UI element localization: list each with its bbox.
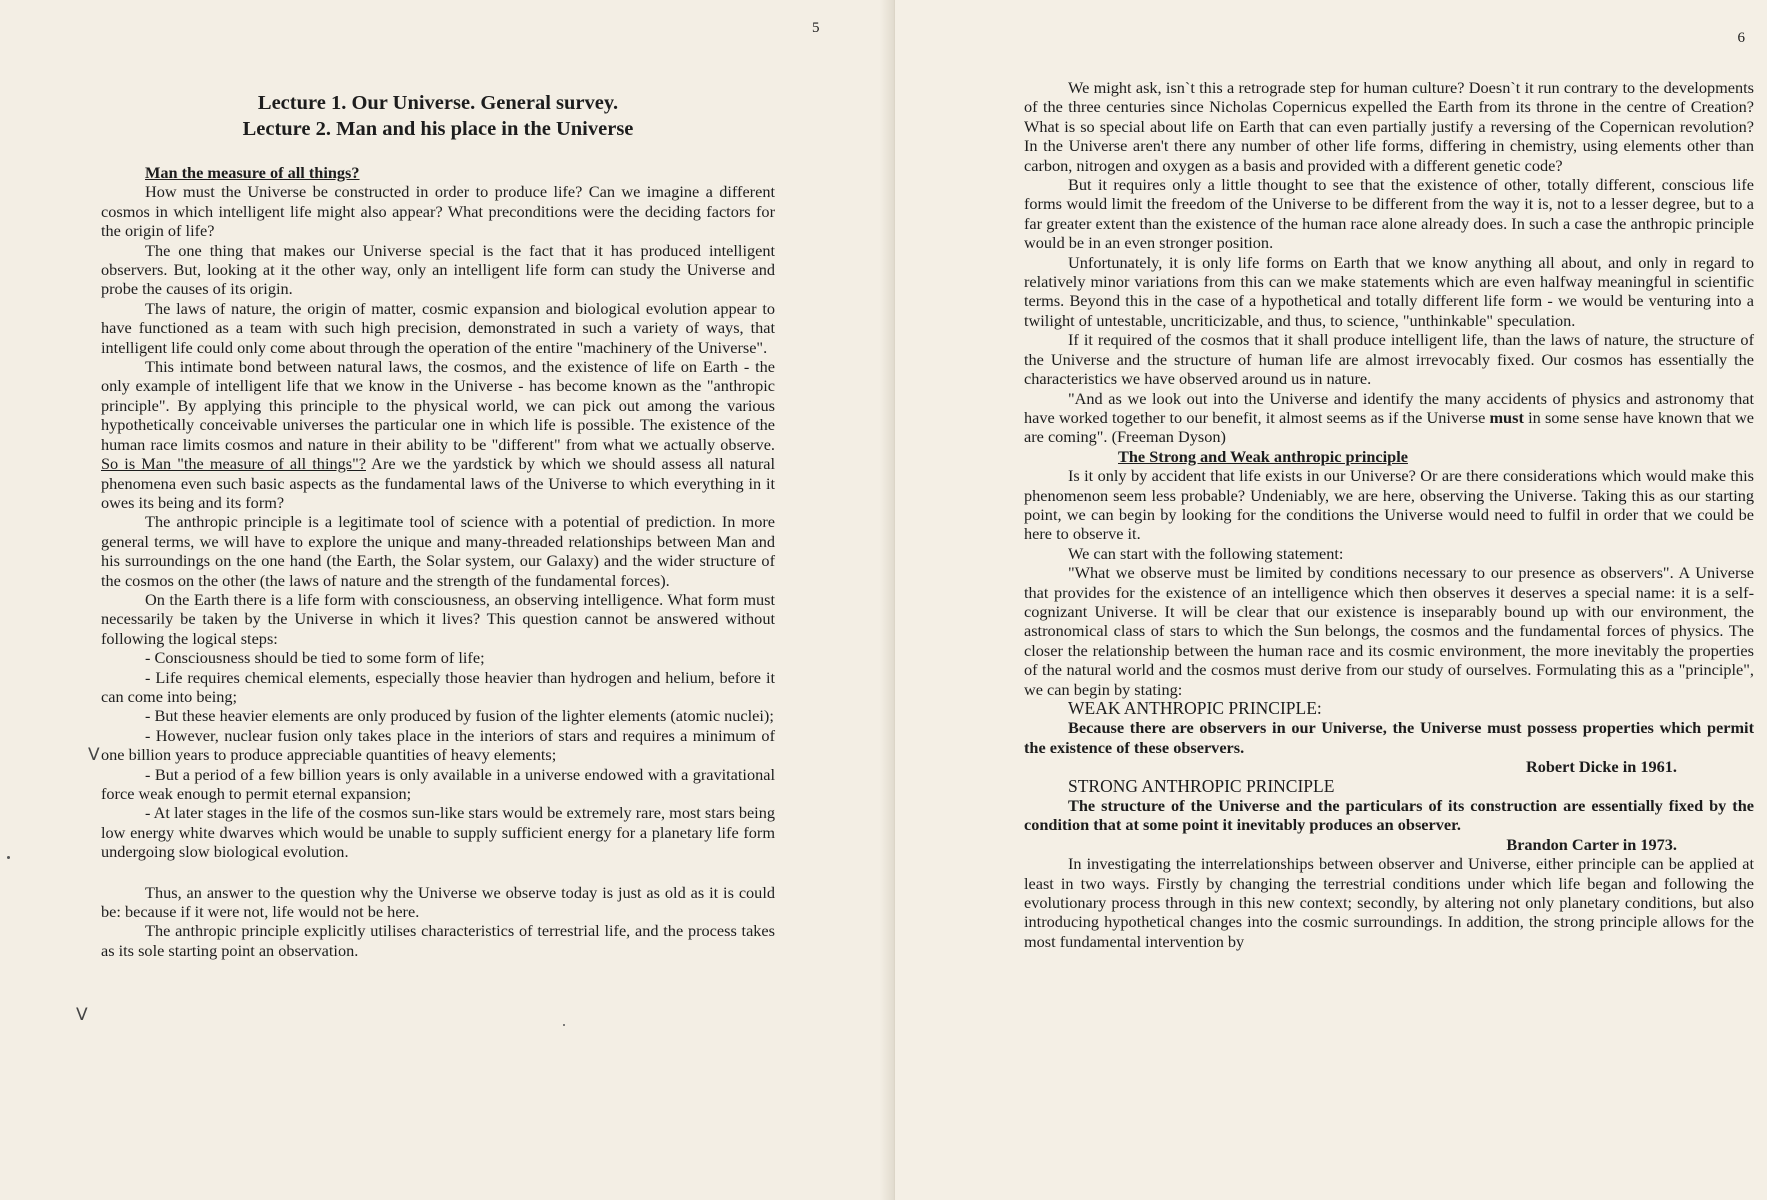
emphasis: must	[1489, 407, 1524, 427]
handwritten-tick: V	[76, 1005, 88, 1025]
strong-principle-text: The structure of the Universe and the particulars of its construction are essentially fixed by the condition that at some point it inevitably produces an observer.	[1024, 796, 1754, 835]
paragraph: "What we observe must be limited by conditions necessary to our presence as observers". A Universe that provides for the existence of an intelligence which then observes it deserves a special name: it is a self-cognizant Universe. It will be clear that our existence is inseparably bound up with our environment, the astronomical class of stars to which the Sun belongs, the cosmos and the fundamental forces of physics. The closer the relationship between the human race and its cosmic environment, the more inevitably the properties of the natural world and the cosmos must derive from our study of ourselves. Formulating this as a "principle", we can begin by stating:	[1024, 563, 1754, 699]
page-number: 5	[812, 20, 820, 36]
strong-principle-attribution: Brandon Carter in 1973.	[1506, 834, 1677, 854]
left-page-body	[101, 163, 775, 960]
paragraph: We can start with the following statement:	[1068, 543, 1344, 563]
list-item: - But a period of a few billion years is only available in a universe endowed with a gravitational force weak enough to permit eternal expansion;	[101, 764, 775, 803]
lecture-title-1: Lecture 1. Our Universe. General survey.	[257, 92, 619, 114]
paragraph: The anthropic principle is a legitimate tool of science with a potential of prediction. In more general terms, we will have to explore the unique and many-threaded relationships between Man and his surroundings on the one hand (the Earth, the Solar system, our Galaxy) and the wider structure of the cosmos on the other (the laws of nature and the strength of the fundamental forces).	[101, 512, 775, 590]
lecture-titles	[101, 90, 775, 142]
list-item: - At later stages in the life of the cosmos sun-like stars would be extremely rare, most stars being low energy white dwarves which would be unable to supply sufficient energy for a planetary life form undergoing slow biological evolution.	[101, 803, 775, 862]
right-page-body	[1024, 78, 1754, 951]
list-item: - Life requires chemical elements, especially those heavier than hydrogen and helium, before it can come into being;	[101, 667, 775, 706]
paragraph-text: in some sense have known that we are coming". (Freeman Dyson)	[1024, 407, 1754, 447]
page-number: 6	[1737, 30, 1745, 46]
ink-dot	[563, 1024, 565, 1026]
paragraph	[101, 357, 775, 512]
paragraph: Unfortunately, it is only life forms on Earth that we know anything all about, and only in regard to relatively minor variations from this can we make statements which are even halfway meaningful in scientific terms. Beyond this in the case of a hypothetical and totally different life form - we would be venturing into a twilight of untestable, uncriticizable, and thus, to science, "unthinkable" speculation.	[1024, 252, 1754, 330]
lecture-title-2: Lecture 2. Man and his place in the Universe	[242, 118, 634, 140]
paragraph	[1024, 389, 1754, 447]
ink-dot	[7, 856, 10, 859]
list-item: - But these heavier elements are only produced by fusion of the lighter elements (atomic nuclei);	[145, 706, 774, 726]
list-item: - However, nuclear fusion only takes place in the interiors of stars and requires a minimum of one billion years to produce appreciable quantities of heavy elements;	[101, 725, 775, 765]
paragraph: But it requires only a little thought to see that the existence of other, totally different, conscious life forms would limit the freedom of the Universe to be different from the way it is, not to a lesser degree, but to a far greater extent than the existence of the human race alone already does. In such a case the anthropic principle would be in an even stronger position.	[1024, 175, 1754, 253]
paragraph: The laws of nature, the origin of matter, cosmic expansion and biological evolution appear to have functioned as a team with such high precision, demonstrated in such a variety of ways, that intelligent life could only come about through the operation of the entire "machinery of the Universe".	[101, 298, 775, 357]
paragraph: How must the Universe be constructed in order to produce life? Can we imagine a different cosmos in which intelligent life might also appear? What preconditions were the deciding factors for the origin of life?	[101, 182, 775, 241]
list-item: - Consciousness should be tied to some form of life;	[145, 648, 485, 668]
paragraph: If it required of the cosmos that it shall produce intelligent life, than the laws of nature, the structure of the Universe and the structure of human life are almost irrevocably fixed. Our cosmos has essentially the characteristics we have observed around us in nature.	[1024, 330, 1754, 389]
right-page	[895, 0, 1767, 1200]
paragraph-text: This intimate bond between natural laws, the cosmos, and the existence of life on Earth - the only example of intelligent life that we know in the Universe - has become known as the "anthropic principle". By applying this principle to the physical world, we can pick out among the various hypothetically conceivable universes the particular one in which life is possible. The existence of the human race limits cosmos and nature in their ability to be "different" from what we actually observe.	[101, 357, 775, 454]
paragraph: On the Earth there is a life form with consciousness, an observing intelligence. What form must necessarily be taken by the Universe in which it lives? This question cannot be answered without following the logical steps:	[101, 589, 775, 648]
section-heading: The Strong and Weak anthropic principle	[1118, 446, 1408, 466]
section-heading: Man the measure of all things?	[145, 163, 360, 182]
weak-principle-text: Because there are observers in our Universe, the Universe must possess properties which permit the existence of these observers.	[1024, 718, 1754, 757]
paragraph-text: "And as we look out into the Universe and identify the many accidents of physics and astronomy that have worked together to our benefit, it almost seems as if the Universe	[1024, 388, 1754, 427]
paragraph: We might ask, isn`t this a retrograde step for human culture? Doesn`t it run contrary to the developments of the three centuries since Nicholas Copernicus expelled the Earth from its throne in the centre of Creation? What is so special about life on Earth that can even partially justify a reversing of the Copernican revolution? In the Universe aren't there any number of other life forms, differing in chemistry, using elements other than carbon, nitrogen and oxygen as a basis and provided with a different genetic code?	[1024, 78, 1754, 175]
paragraph: Is it only by accident that life exists in our Universe? Or are there considerations which would make this phenomenon seem less probable? Undeniably, we are here, observing the Universe. Taking this as our starting point, we can begin by looking for the conditions the Universe would need to fulfil in order that we could be here to observe it.	[1024, 466, 1754, 544]
paragraph: The one thing that makes our Universe special is the fact that it has produced intelligent observers. But, looking at it the other way, only an intelligent life form can study the Universe and probe the causes of its origin.	[101, 240, 775, 299]
paragraph: Thus, an answer to the question why the Universe we observe today is just as old as it is could be: because if it were not, life would not be here.	[101, 882, 775, 922]
paragraph-text: Are we the yardstick by which we should assess all natural phenomena even such basic aspects as the fundamental laws of the Universe to which everything in it owes its being and its form?	[101, 454, 775, 512]
underlined-question: So is Man "the measure of all things"?	[101, 454, 366, 474]
spacer	[101, 862, 775, 883]
strong-principle-heading: STRONG ANTHROPIC PRINCIPLE	[1068, 775, 1335, 796]
weak-principle-attribution: Robert Dicke in 1961.	[1525, 757, 1677, 777]
paragraph: The anthropic principle explicitly utilises characteristics of terrestrial life, and the process takes as its sole starting point an observation.	[101, 921, 775, 960]
handwritten-tick: V	[88, 745, 100, 765]
paragraph: In investigating the interrelationships between observer and Universe, either principle can be applied at least in two ways. Firstly by changing the terrestrial conditions under which life began and following the evolutionary process through in this new context; secondly, by altering not only planetary conditions, but also introducing hypothetical changes into the cosmic surroundings. In addition, the strong principle allows for the most fundamental intervention by	[1024, 854, 1754, 951]
weak-principle-heading: WEAK ANTHROPIC PRINCIPLE:	[1068, 698, 1322, 718]
